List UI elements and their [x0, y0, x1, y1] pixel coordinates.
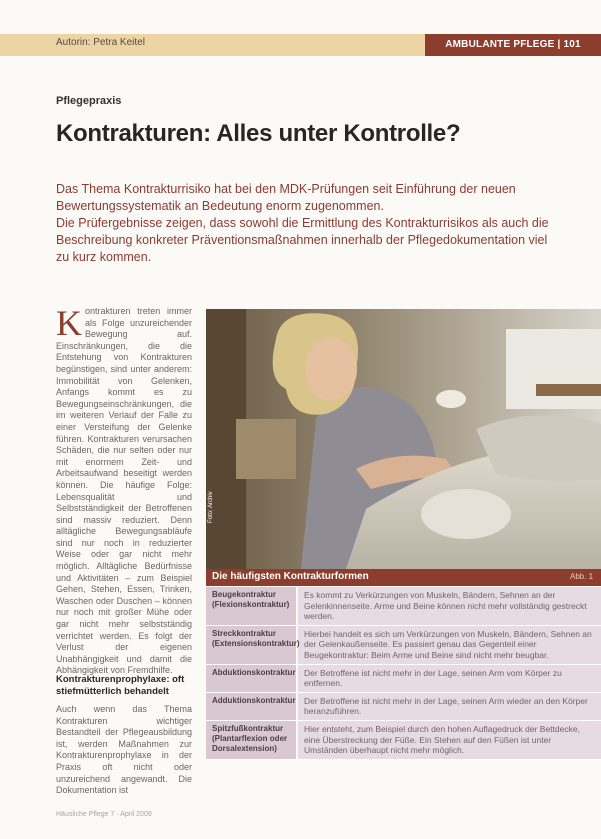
lead-paragraph: Das Thema Kontrakturrisiko hat bei den MDK-Prüfungen seit Einführung der neuen Bewertungssystematik an Bedeutung enorm zugenommen.: [56, 182, 516, 213]
drop-cap: K: [56, 303, 82, 343]
author-line: Autorin: Petra Keitel: [56, 37, 145, 48]
table-cell-name: Streckkontraktur (Extensionskontraktur): [206, 626, 296, 664]
table-figure-tag: Abb. 1: [570, 572, 594, 581]
article-title: Kontrakturen: Alles unter Kontrolle?: [56, 120, 461, 147]
table-cell-description: Hier entsteht, zum Beispiel durch den hohen Auflagedruck der Bettdecke, eine Überstreckung der Füße. Ein Stehen auf den Füßen ist unter Umständen überhaupt nicht mehr möglich.: [298, 721, 601, 759]
page-footer: Häusliche Pflege 7 · April 2009: [56, 811, 152, 818]
table-row: [206, 693, 601, 721]
lead-paragraph: Die Prüfergebnisse zeigen, dass sowohl die Ermittlung des Kontrakturrisikos als auch die Beschreibung konkreter Präventionsmaßnahmen innerhalb der Pflegedokumentation viel zu kurz kommen.: [56, 216, 549, 264]
table-cell-name: Abduktionskontraktur: [206, 665, 296, 692]
table-cell-description: Es kommt zu Verkürzungen von Muskeln, Bändern, Sehnen an der Gelenkinnenseite. Arme und Beine können nicht mehr vollständig gestreckt werden.: [298, 587, 601, 625]
photo-credit: Foto: Archiv: [208, 491, 214, 523]
body-text-continued: Auch wenn das Thema Kontrakturen wichtiger Bestandteil der Pflegeausbildung ist, werden Maßnahmen zur Kontrakturenprophylaxe in der Praxis oft nicht oder unzureichend angewandt. Die Dokumentation ist: [56, 704, 192, 796]
table-cell-description: Der Betroffene ist nicht mehr in der Lage, seinen Arm wieder an den Körper heranzuführen.: [298, 693, 601, 720]
table-cell-name: Adduktionskontraktur: [206, 693, 296, 720]
article-kicker: Pflegepraxis: [56, 95, 122, 107]
section-label: AMBULANTE PFLEGE | 101: [425, 34, 601, 56]
body-subheading: Kontrakturenprophylaxe: oft stiefmütterlich behandelt: [56, 674, 185, 697]
table-row: [206, 587, 601, 626]
table-row: [206, 721, 601, 760]
body-text: ontrakturen treten immer als Folge unzureichender Bewegung auf. Einschränkungen, die die Entstehung von Kontrakturen begünstigen, sind unter anderem: Immobilität von Gelenken, Anfangs kommt es zu Bewegungseinschränkungen, die im weiteren Verlauf der Falle zu einer Versteifung der Gelenke führen. Kontrakturen verursachen Schäden, die nur selten oder nur mit enormem Zeit- und Arbeitsaufwand beseitigt werden können. Die häufige Folge: Lebensqualität und Selbstständigkeit der Betroffenen sind massiv reduziert. Denn alltägliche Bewegungsabläufe sind nur noch in reduzierter Weise oder gar nicht mehr möglich. Alltägliche Bedürfnisse und Aktivitäten – zum Beispiel Gehen, Stehen, Essen, Trinken, Waschen oder Duschen – können nur noch mit großer Mühe oder gar nicht mehr selbstständig verrichtet werden. Es folgt der Verlust der eigenen Unabhängigkeit und damit die Abhängigkeit von Fremdhilfe.: [56, 306, 192, 676]
table-row: [206, 626, 601, 665]
table-cell-description: Hierbei handelt es sich um Verkürzungen von Muskeln, Bändern, Sehnen an der Gelenkaußenseite. Es passiert genau das Gegenteil einer Beugekontraktur: Beim Arme und Beine sind nicht mehr beugbar.: [298, 626, 601, 664]
table-title: Die häufigsten Kontrakturformen: [212, 571, 369, 582]
contracture-table: [206, 587, 601, 760]
table-row: [206, 665, 601, 693]
body-column: [56, 303, 192, 677]
table-cell-description: Der Betroffene ist nicht mehr in der Lage, seinen Arm vom Körper zu entfernen.: [298, 665, 601, 692]
photo-illustration: [206, 309, 601, 569]
table-cell-name: Beugekontraktur (Flexionskontraktur): [206, 587, 296, 625]
body-paragraph: [56, 303, 192, 677]
article-lead: [56, 181, 556, 266]
table-cell-name: Spitzfußkontraktur (Plantarflexion oder Dorsalextension): [206, 721, 296, 759]
article-photo: [206, 309, 601, 569]
